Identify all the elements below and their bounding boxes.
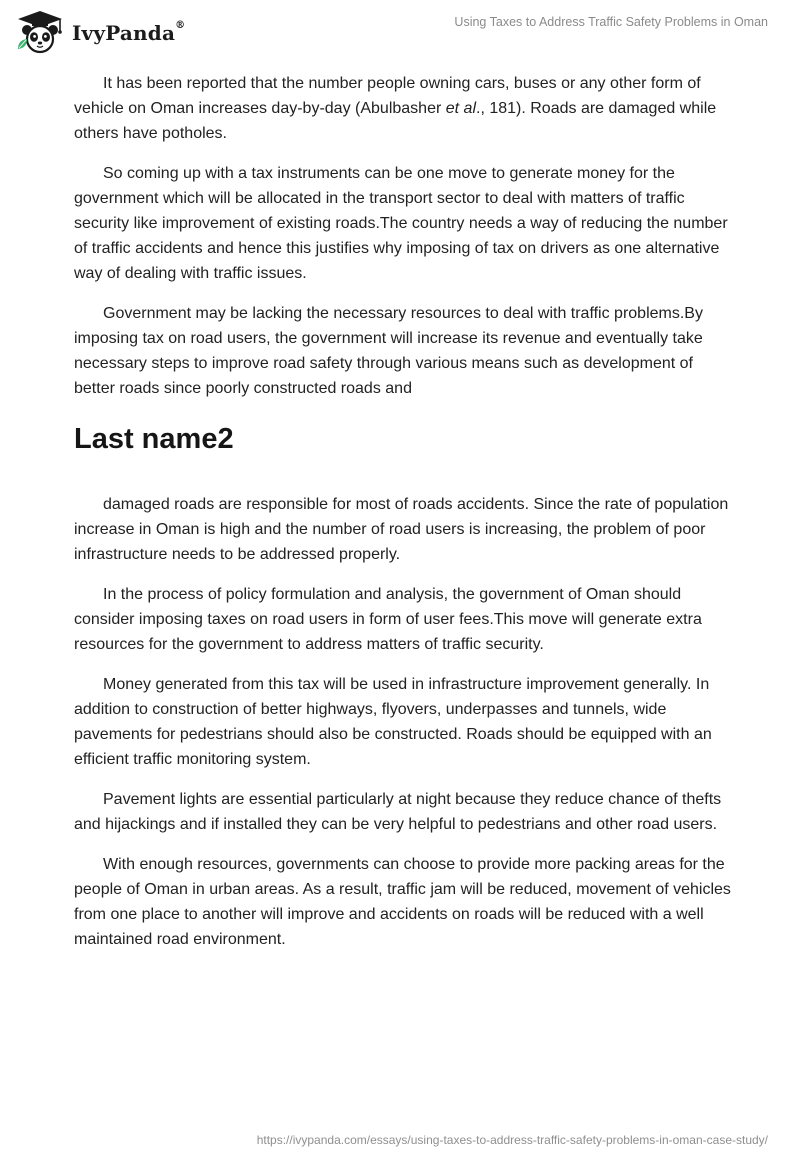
paragraph-text: ., 181). Roads are damaged while others have potholes. bbox=[74, 100, 717, 142]
source-url[interactable]: https://ivypanda.com/essays/using-taxes-to-address-traffic-safety-problems-in-oman-case-study/ bbox=[256, 1133, 768, 1147]
brand-name-text: IvyPanda bbox=[72, 21, 176, 45]
paragraph: In the process of policy formulation and analysis, the government of Oman should consider imposing taxes on road users in form of user fees.This move will generate extra resources for the government to address matters of traffic security. bbox=[74, 586, 702, 653]
paragraph: Money generated from this tax will be used in infrastructure improvement generally. In addition to construction of better highways, flyovers, underpasses and tunnels, wide pavements for pedestrians should also be constructed. Roads should be equipped with an efficient traffic monitoring system. bbox=[74, 676, 712, 768]
panda-graduation-cap-icon bbox=[14, 9, 66, 55]
paragraph-text: It has been reported that the number people owning cars, buses or any other form of vehicle on Oman increases day-by-day (Abulbasher bbox=[74, 75, 701, 117]
section-heading: Last name2 bbox=[74, 423, 234, 455]
paragraph: So coming up with a tax instruments can be one move to generate money for the government which will be allocated in the transport sector to deal with matters of traffic security like improvement of existing roads.The country needs a way of reducing the number of traffic accidents and hence this justifies why imposing of tax on drivers as one alternative way of dealing with traffic issues. bbox=[74, 165, 728, 282]
ivypanda-logo[interactable] bbox=[14, 9, 185, 55]
brand-name bbox=[72, 21, 185, 45]
registered-mark: ® bbox=[175, 20, 186, 32]
paragraph: With enough resources, governments can choose to provide more packing areas for the people of Oman in urban areas. As a result, traffic jam will be reduced, movement of vehicles from one place to another will improve and accidents on roads will be reduced with a well maintained road environment. bbox=[74, 856, 731, 948]
document-title: Using Taxes to Address Traffic Safety Problems in Oman bbox=[454, 15, 768, 29]
paragraph: Pavement lights are essential particularly at night because they reduce chance of thefts and hijackings and if installed they can be very helpful to pedestrians and other road users. bbox=[74, 791, 722, 833]
page-header bbox=[0, 0, 800, 60]
citation-italic: et al bbox=[445, 100, 476, 117]
essay-body bbox=[74, 71, 734, 967]
paragraph: Government may be lacking the necessary resources to deal with traffic problems.By imposing tax on road users, the government will increase its revenue and eventually take necessary steps to improve road safety through various means such as development of better roads since poorly constructed roads and bbox=[74, 305, 703, 397]
paragraph bbox=[74, 71, 734, 146]
paragraph: damaged roads are responsible for most of roads accidents. Since the rate of population increase in Oman is high and the number of road users is increasing, the problem of poor infrastructure needs to be addressed properly. bbox=[74, 496, 729, 563]
